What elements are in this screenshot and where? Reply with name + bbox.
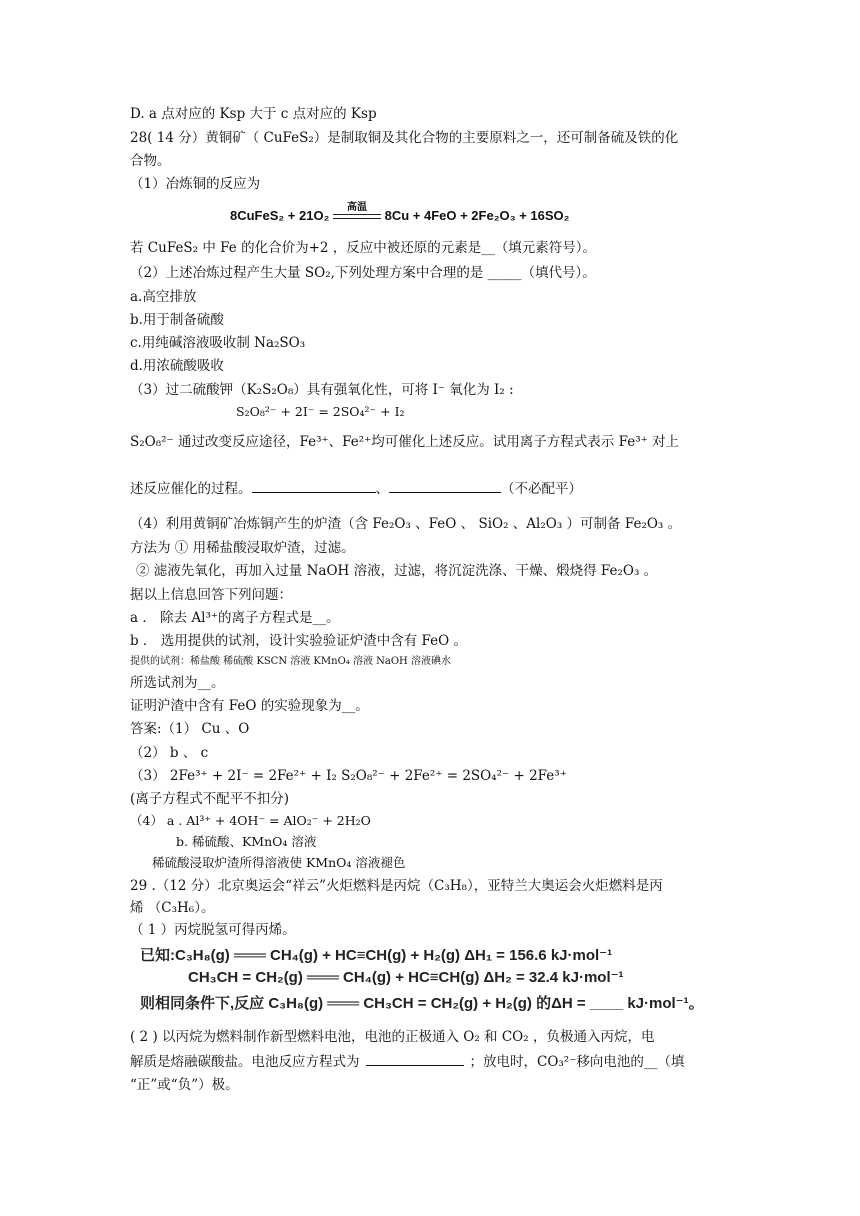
option-b: b.用于制备硫酸 xyxy=(130,312,224,328)
q28-part1-question: 若 CuFeS₂ 中 Fe 的化合价为+2 ，反应中被还原的元素是__（填元素符号）。 xyxy=(130,240,597,256)
persulfate-equation: S₂O₈²⁻ + 2I⁻ = 2SO₄²⁻ + I₂ xyxy=(236,404,405,419)
q28-part3-answer-line xyxy=(130,478,582,499)
answer-prompt: 述反应催化的过程。 xyxy=(130,481,252,497)
thermo-eq-question: 则相同条件下,反应 C₃H₈(g) ═══ CH₃CH = CH₂(g) + H₂(g) 的ΔH = ____ kJ·mol⁻¹。 xyxy=(140,995,704,1012)
method-step1: 方法为 ① 用稀盐酸浸取炉渣，过滤。 xyxy=(130,540,355,556)
phenomenon-question: 证明沪渣中含有 FeO 的实验现象为__。 xyxy=(130,698,369,714)
equation-condition: 高温 xyxy=(346,201,367,213)
q29-part2-cont xyxy=(130,1051,684,1072)
q28-part1: （1）冶炼铜的反应为 xyxy=(130,176,261,192)
battery-blank xyxy=(366,1051,464,1066)
q29-stem: 29 .（12 分）北京奥运会“祥云”火炬燃料是丙烷（C₃H₈），亚特兰大奥运会火炬燃料是丙 xyxy=(130,878,663,894)
option-d: D. a 点对应的 Ksp 大于 c 点对应的 Ksp xyxy=(130,106,377,122)
option-a: a.高空排放 xyxy=(130,289,197,305)
thermochemistry-equations xyxy=(140,938,740,1016)
answer-4b-phenomenon: 稀硫酸浸取炉渣所得溶液使 KMnO₄ 溶液褪色 xyxy=(152,855,406,870)
instruction: 据以上信息回答下列问题： xyxy=(130,587,292,603)
method-step2: ② 滤液先氧化，再加入过量 NaOH 溶液，过滤，将沉淀洗涤、干燥、煅烧得 Fe₂O₃ 。 xyxy=(136,563,658,579)
q28-stem-cont: 合物。 xyxy=(130,153,171,169)
answer-blank-2 xyxy=(389,478,501,493)
thermo-eq-2: CH₃CH = CH₂(g) ═══ CH₄(g) + HC≡CH(g) ΔH₂ = 32.4 kJ·mol⁻¹ xyxy=(188,969,624,986)
answer-note: （不必配平） xyxy=(501,481,582,497)
equation-reactants: 8CuFeS₂ + 21O₂ xyxy=(230,208,330,223)
smelting-equation xyxy=(230,201,570,223)
q29-part2: ( 2 ) 以丙烷为燃料制作新型燃料电池，电池的正极通入 O₂ 和 CO₂ ，负极通入丙烷，电 xyxy=(130,1029,655,1045)
sub-question-a: a ． 除去 Al³⁺的离子方程式是__。 xyxy=(130,610,340,626)
q28-part4: （4）利用黄铜矿冶炼铜产生的炉渣（含 Fe₂O₃ 、FeO 、 SiO₂ 、Al₂O₃ ）可制备 Fe₂O₃ 。 xyxy=(130,516,682,532)
answer-1: 答案:（1） Cu 、O xyxy=(130,721,250,737)
q28-part2: （2）上述冶炼过程产生大量 SO₂,下列处理方案中合理的是 _____（填代号）。 xyxy=(130,265,596,281)
q29-part1: （ 1 ）丙烷脱氢可得丙烯。 xyxy=(130,922,296,938)
separator: 、 xyxy=(375,481,389,497)
equation-products: 8Cu + 4FeO + 2Fe₂O₃ + 16SO₂ xyxy=(384,208,570,223)
answer-2: （2） b 、 c xyxy=(130,745,209,761)
battery-question: ；放电时，CO₃²⁻移向电池的__（填 xyxy=(469,1054,685,1070)
reagent-question: 所选试剂为__。 xyxy=(130,675,225,691)
option-c: c.用纯碱溶液吸收制 Na₂SO₃ xyxy=(130,335,306,351)
q28-part3: （3）过二硫酸钾（K₂S₂O₈）具有强氧化性，可将 I⁻ 氧化为 I₂ : xyxy=(130,382,514,398)
equation-arrow xyxy=(333,201,381,223)
answer-3-note: (离子方程式不配平不扣分) xyxy=(130,791,290,807)
sub-question-b: b ． 选用提供的试剂，设计实验验证炉渣中含有 FeO 。 xyxy=(130,633,467,649)
answer-4a: （4） a . Al³⁺ + 4OH⁻ = AlO₂⁻ + 2H₂O xyxy=(130,813,371,828)
q29-part2-end: “正”或“负”）极。 xyxy=(130,1077,239,1093)
thermo-eq-1: 已知:C₃H₈(g) ═══ CH₄(g) + HC≡CH(g) + H₂(g) ΔH₁ = 156.6 kJ·mol⁻¹ xyxy=(140,947,613,964)
option-d2: d.用浓硫酸吸收 xyxy=(130,358,224,374)
reagent-list: 提供的试剂：稀盐酸 稀硫酸 KSCN 溶液 KMnO₄ 溶液 NaOH 溶液碘水 xyxy=(130,656,451,667)
answer-4b: b. 稀硫酸、KMnO₄ 溶液 xyxy=(176,834,317,849)
battery-prompt: 解质是熔融碳酸盐。电池反应方程式为 xyxy=(130,1054,360,1070)
q28-part3-question: S₂O₈²⁻ 通过改变反应途径，Fe³⁺、Fe²⁺均可催化上述反应。试用离子方程式表示 Fe³⁺ 对上 xyxy=(130,434,680,450)
q29-stem-cont: 烯 （C₃H₆）。 xyxy=(130,900,215,916)
answer-3: （3） 2Fe³⁺ + 2I⁻ = 2Fe²⁺ + I₂ S₂O₈²⁻ + 2Fe²⁺ = 2SO₄²⁻ + 2Fe³⁺ xyxy=(130,768,567,784)
answer-blank-1 xyxy=(252,478,376,493)
q28-stem: 28( 14 分）黄铜矿（ CuFeS₂）是制取铜及其化合物的主要原料之一，还可制备硫及铁的化 xyxy=(130,130,679,146)
